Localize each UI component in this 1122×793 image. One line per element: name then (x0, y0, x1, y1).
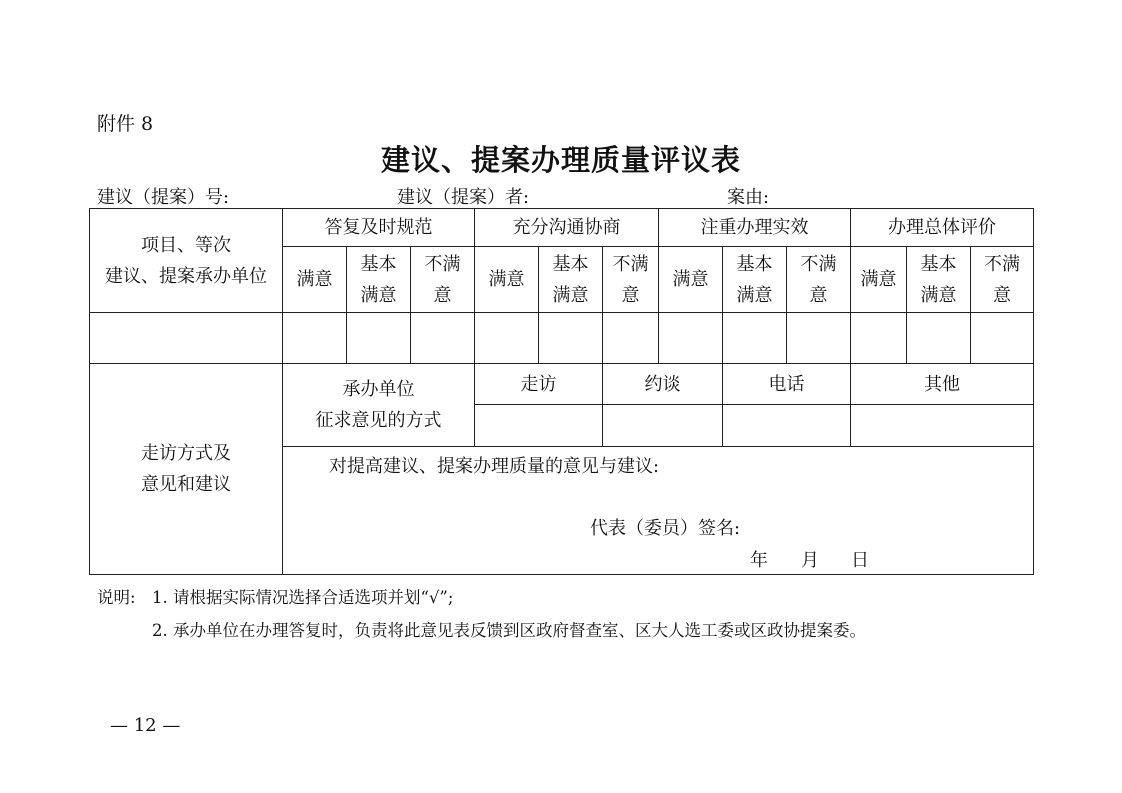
method-visit-header: 走访 (475, 364, 603, 405)
rating-not-line2: 意 (621, 284, 640, 306)
method-other-cell[interactable] (851, 405, 1034, 447)
method-interview-cell[interactable] (603, 405, 723, 447)
rating-not-header (411, 247, 475, 313)
note-2: 2. 承办单位在办理答复时，负责将此意见表反馈到区政府督查室、区大人选工委或区政协提案委。 (152, 621, 866, 640)
rating-cell[interactable] (603, 313, 659, 364)
attachment-label: 附件 8 (97, 113, 154, 135)
rating-satisfied-header: 满意 (851, 247, 907, 313)
group-header-communication: 充分沟通协商 (475, 209, 659, 247)
note-1: 1. 请根据实际情况选择合适选项并划“√”; (152, 588, 454, 607)
rating-basic-line2: 满意 (920, 284, 957, 306)
visit-opinion-line1: 走访方式及 (141, 443, 231, 464)
rating-basic-line1: 基本 (360, 253, 397, 275)
rating-not-line2: 意 (993, 284, 1012, 306)
rating-basic-line1: 基本 (552, 253, 589, 275)
rating-satisfied-header: 满意 (283, 247, 347, 313)
unit-name-cell[interactable] (90, 313, 283, 364)
visit-opinion-line2: 意见和建议 (141, 474, 231, 495)
rating-basic-header (907, 247, 971, 313)
method-label-line2: 征求意见的方式 (315, 410, 442, 431)
rating-not-line1: 不满 (424, 253, 461, 275)
rating-cell[interactable] (539, 313, 603, 364)
rating-not-line1: 不满 (800, 253, 837, 275)
date-day-label: 日 (851, 550, 869, 571)
method-other-header: 其他 (851, 364, 1034, 405)
proposer-label: 建议（提案）者: (397, 187, 530, 208)
group-header-timely: 答复及时规范 (283, 209, 475, 247)
rating-not-line2: 意 (809, 284, 828, 306)
rating-cell[interactable] (659, 313, 723, 364)
date-month-label: 月 (801, 550, 819, 571)
rating-basic-header (347, 247, 411, 313)
rating-cell[interactable] (907, 313, 971, 364)
visit-opinion-label-cell (90, 364, 283, 575)
corner-header-items: 项目、等次 (141, 234, 231, 256)
rating-satisfied-header: 满意 (659, 247, 723, 313)
date-year-label: 年 (750, 550, 768, 571)
rating-basic-header (723, 247, 787, 313)
method-phone-header: 电话 (723, 364, 851, 405)
opinion-cell[interactable] (283, 447, 1034, 575)
rating-not-header (787, 247, 851, 313)
group-header-effectiveness: 注重办理实效 (659, 209, 851, 247)
opinion-prompt: 对提高建议、提案办理质量的意见与建议: (329, 456, 660, 477)
rating-basic-line2: 满意 (360, 284, 397, 306)
rating-cell[interactable] (851, 313, 907, 364)
rating-basic-line2: 满意 (552, 284, 589, 306)
rating-not-line1: 不满 (984, 253, 1021, 275)
rating-not-header (971, 247, 1034, 313)
group-header-overall: 办理总体评价 (851, 209, 1034, 247)
proposal-number-label: 建议（提案）号: (97, 187, 230, 208)
page-title: 建议、提案办理质量评议表 (380, 143, 741, 177)
rating-cell[interactable] (283, 313, 347, 364)
rating-basic-header (539, 247, 603, 313)
rating-cell[interactable] (411, 313, 475, 364)
rating-basic-line1: 基本 (920, 253, 957, 275)
notes-prefix: 说明: (97, 588, 136, 607)
method-phone-cell[interactable] (723, 405, 851, 447)
method-label-line1: 承办单位 (342, 379, 415, 400)
rating-basic-line1: 基本 (736, 253, 773, 275)
rating-cell[interactable] (787, 313, 851, 364)
method-visit-cell[interactable] (475, 405, 603, 447)
evaluation-table (89, 208, 1034, 575)
method-interview-header: 约谈 (603, 364, 723, 405)
rating-not-header (603, 247, 659, 313)
corner-header-units: 建议、提案承办单位 (105, 265, 267, 287)
rating-satisfied-header: 满意 (475, 247, 539, 313)
rating-cell[interactable] (971, 313, 1034, 364)
method-label-cell (283, 364, 475, 447)
cause-label: 案由: (727, 187, 770, 208)
page-number: — 12 — (110, 715, 181, 736)
rating-cell[interactable] (475, 313, 539, 364)
rating-cell[interactable] (347, 313, 411, 364)
signature-label: 代表（委员）签名: (590, 518, 741, 539)
rating-not-line2: 意 (433, 284, 452, 306)
corner-header-cell (90, 209, 283, 313)
rating-not-line1: 不满 (612, 253, 649, 275)
rating-cell[interactable] (723, 313, 787, 364)
rating-basic-line2: 满意 (736, 284, 773, 306)
